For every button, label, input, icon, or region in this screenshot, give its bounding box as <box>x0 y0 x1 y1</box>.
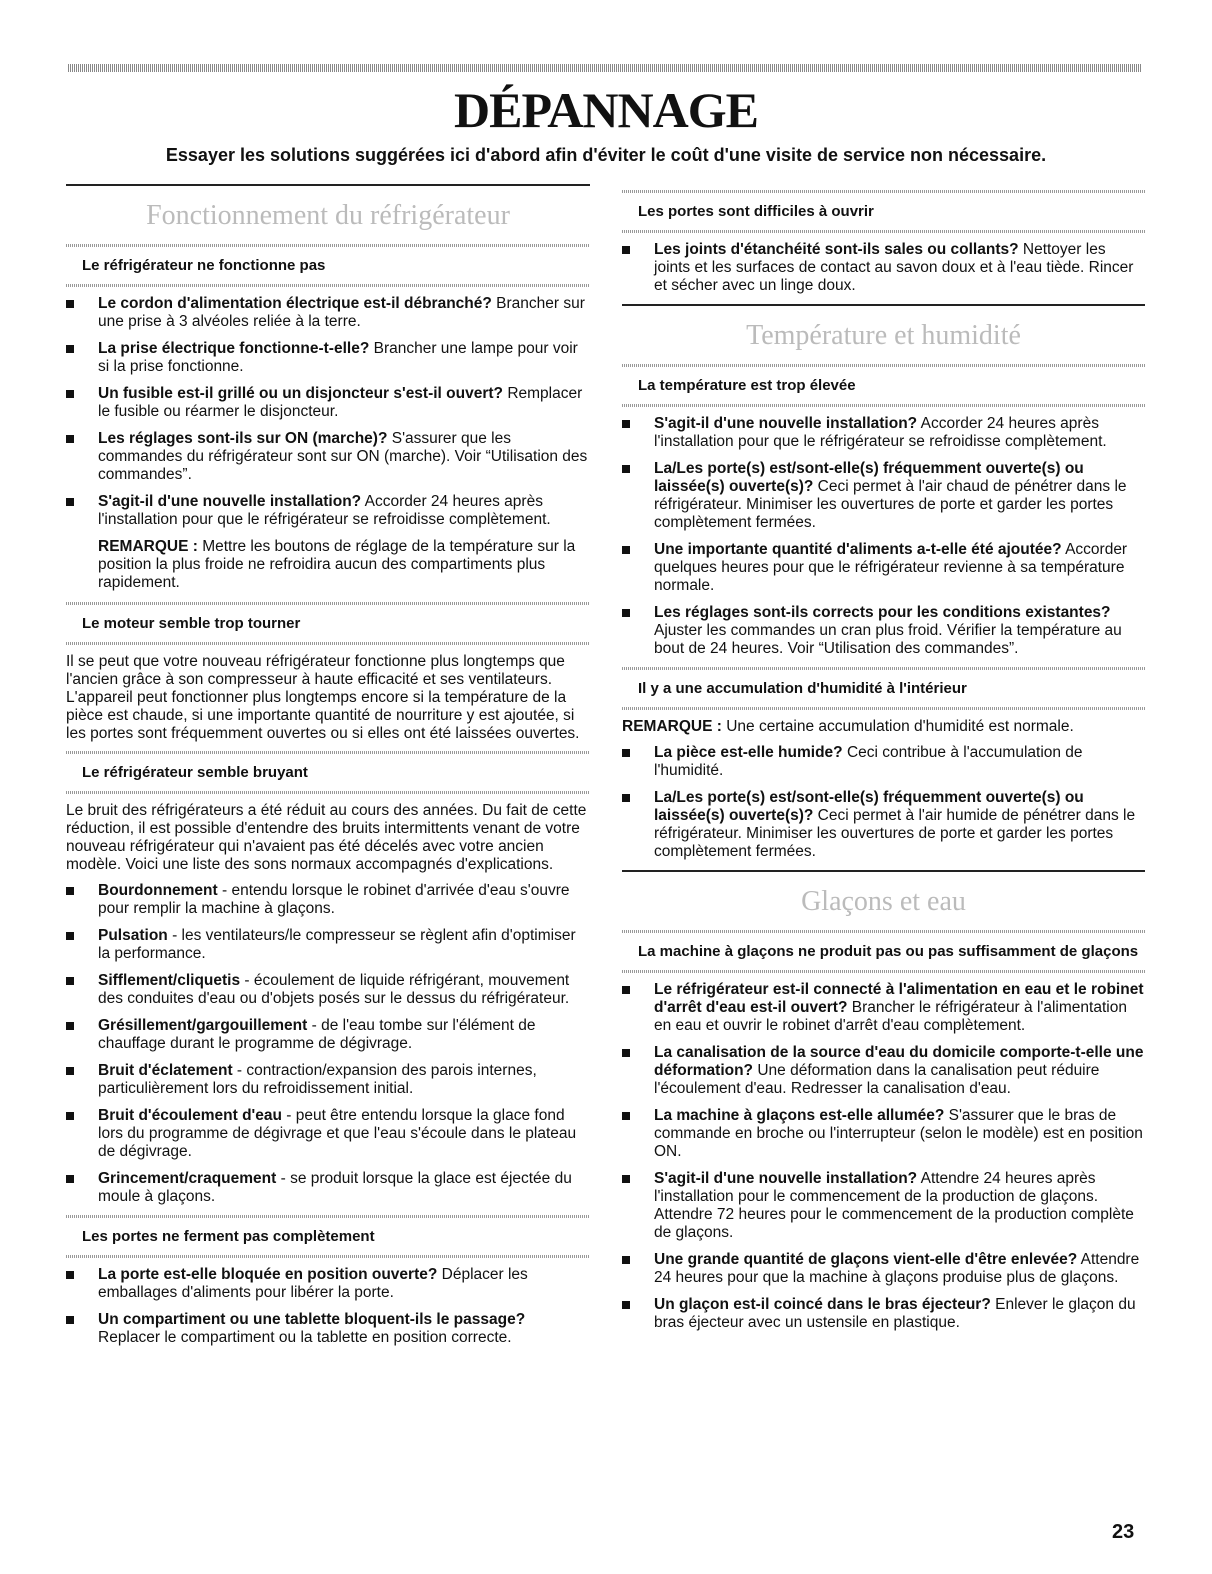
hatch-divider <box>622 364 1145 367</box>
list-item: Pulsation - les ventilateurs/le compresseur se règlent afin d'optimiser la performance. <box>66 927 590 963</box>
subsection-heading: La température est trop élevée <box>638 377 856 394</box>
list-item: Grincement/craquement - se produit lorsque la glace est éjectée du moule à glaçons. <box>66 1170 590 1206</box>
hatch-divider <box>66 751 590 754</box>
list-item: La/Les porte(s) est/sont-elle(s) fréquemment ouverte(s) ou laissée(s) ouverte(s)? Ceci permet à l'air humide de pénétrer dans le réfrigérateur. Minimiser les ouvertures de porte et garder les portes complètement fermées. <box>622 789 1145 861</box>
section-title-refrigerator-operation: Fonctionnement du réfrigérateur <box>146 200 510 231</box>
list-item: S'agit-il d'une nouvelle installation? Accorder 24 heures après l'installation pour que le réfrigérateur se refroidisse complètement. <box>622 415 1145 451</box>
list-item: Les réglages sont-ils corrects pour les conditions existantes? Ajuster les commandes un cran plus froid. Vérifier la température au bout de 24 heures. Voir “Utilisation des commandes”. <box>622 604 1145 658</box>
bullet-list <box>622 981 1145 1332</box>
list-item: S'agit-il d'une nouvelle installation? Attendre 24 heures après l'installation pour le commencement de la production de glaçons. Attendre 72 heures pour le commencement de la production complète de glaçons. <box>622 1170 1145 1242</box>
list-item: Un compartiment ou une tablette bloquent-ils le passage? Replacer le compartiment ou la tablette en position correcte. <box>66 1311 590 1347</box>
bullet-list <box>66 1266 590 1347</box>
list-item: La canalisation de la source d'eau du domicile comporte-t-elle une déformation? Une déformation dans la canalisation peut réduire l'écoulement d'eau. Redresser la canalisation d'eau. <box>622 1044 1145 1098</box>
hatch-divider <box>622 404 1145 407</box>
list-item: Un glaçon est-il coincé dans le bras éjecteur? Enlever le glaçon du bras éjecteur avec un ustensile en plastique. <box>622 1296 1145 1332</box>
section-title-temperature-humidity: Température et humidité <box>746 320 1021 351</box>
subsection-heading: La machine à glaçons ne produit pas ou pas suffisamment de glaçons <box>638 943 1139 960</box>
list-item: Grésillement/gargouillement - de l'eau tombe sur l'élément de chauffage durant le programme de dégivrage. <box>66 1017 590 1053</box>
top-hatch-bar <box>68 64 1142 72</box>
hatch-divider <box>622 667 1145 670</box>
note: REMARQUE : Une certaine accumulation d'humidité est normale. <box>622 718 1074 735</box>
subsection-heading: Les portes ne ferment pas complètement <box>82 1228 375 1245</box>
hatch-divider <box>66 602 590 605</box>
page-subtitle: Essayer les solutions suggérées ici d'abord afin d'éviter le coût d'une visite de service non nécessaire. <box>165 145 1047 165</box>
hatch-divider <box>622 230 1145 233</box>
list-item: Le cordon d'alimentation électrique est-il débranché? Brancher sur une prise à 3 alvéoles reliée à la terre. <box>66 295 590 331</box>
hatch-divider <box>622 970 1145 973</box>
list-item: Les joints d'étanchéité sont-ils sales ou collants? Nettoyer les joints et les surfaces de contact au savon doux et à l'eau tiède. Rincer et sécher avec un linge doux. <box>622 241 1145 295</box>
list-item: Bruit d'écoulement d'eau - peut être entendu lorsque la glace fond lors du programme de dégivrage et que l'eau s'écoule dans le plateau de dégivrage. <box>66 1107 590 1161</box>
list-item: La pièce est-elle humide? Ceci contribue à l'accumulation de l'humidité. <box>622 744 1145 780</box>
hatch-divider <box>66 642 590 645</box>
list-item: La machine à glaçons est-elle allumée? S'assurer que le bras de commande en broche ou l'interrupteur (selon le modèle) est en position ON. <box>622 1107 1145 1161</box>
section-rule <box>66 184 590 186</box>
section-rule <box>622 870 1145 872</box>
left-column <box>66 184 590 1356</box>
list-item: La porte est-elle bloquée en position ouverte? Déplacer les emballages d'aliments pour libérer la porte. <box>66 1266 590 1302</box>
list-item: Le réfrigérateur est-il connecté à l'alimentation en eau et le robinet d'arrêt d'eau est-il ouvert? Brancher le réfrigérateur à l'alimentation en eau et ouvrir le robinet d'arrêt d'eau complètement. <box>622 981 1145 1035</box>
hatch-divider <box>66 791 590 794</box>
list-item: Bourdonnement - entendu lorsque le robinet d'arrivée d'eau s'ouvre pour remplir la machine à glaçons. <box>66 882 590 918</box>
page-title: DÉPANNAGE <box>454 82 758 138</box>
list-item: Les réglages sont-ils sur ON (marche)? S'assurer que les commandes du réfrigérateur sont sur ON (marche). Voir “Utilisation des commandes”. <box>66 430 590 484</box>
hatch-divider <box>622 930 1145 933</box>
bullet-list <box>622 415 1145 658</box>
list-item: S'agit-il d'une nouvelle installation? Accorder 24 heures après l'installation pour que le réfrigérateur se refroidisse complètement. <box>66 493 590 529</box>
list-item: Bruit d'éclatement - contraction/expansion des parois internes, particulièrement lors du refroidissement initial. <box>66 1062 590 1098</box>
section-rule <box>622 304 1145 306</box>
list-item: La prise électrique fonctionne-t-elle? Brancher une lampe pour voir si la prise fonctionne. <box>66 340 590 376</box>
list-item: Une grande quantité de glaçons vient-elle d'être enlevée? Attendre 24 heures pour que la machine à glaçons produise plus de glaçons. <box>622 1251 1145 1287</box>
subsection-heading: Le réfrigérateur ne fonctionne pas <box>82 257 326 274</box>
paragraph: Il se peut que votre nouveau réfrigérateur fonctionne plus longtemps que l'ancien grâce à son compresseur à haute efficacité et ses ventilateurs. L'appareil peut fonctionner plus longtemps encore si la température de la pièce est chaude, si une importante quantité de nourriture y est ajoutée, si les portes sont fréquemment ouvertes ou si elles ont été laissées ouvertes. <box>66 653 580 742</box>
hatch-divider <box>66 244 590 247</box>
note: REMARQUE : Mettre les boutons de réglage de la température sur la position la plus froide ne refroidira aucun des compartiments plus rapidement. <box>98 538 576 591</box>
bullet-list <box>622 744 1145 861</box>
subsection-heading: Il y a une accumulation d'humidité à l'intérieur <box>638 680 967 697</box>
hatch-divider <box>622 190 1145 193</box>
paragraph: Le bruit des réfrigérateurs a été réduit au cours des années. Du fait de cette réduction, il est possible d'entendre des bruits intermittents venant de votre nouveau réfrigérateur qui n'avaient pas été décelés avec votre ancien modèle. Voici une liste des sons normaux accompagnés d'explications. <box>66 802 587 873</box>
subsection-heading: Le réfrigérateur semble bruyant <box>82 764 308 781</box>
subsection-heading: Les portes sont difficiles à ouvrir <box>638 203 874 220</box>
hatch-divider <box>66 1215 590 1218</box>
hatch-divider <box>66 1255 590 1258</box>
bullet-list <box>622 241 1145 295</box>
hatch-divider <box>622 707 1145 710</box>
subsection-heading: Le moteur semble trop tourner <box>82 615 301 632</box>
bullet-list <box>66 882 590 1206</box>
bullet-list <box>66 295 590 529</box>
section-title-ice-water: Glaçons et eau <box>801 886 966 917</box>
hatch-divider <box>66 284 590 287</box>
list-item: La/Les porte(s) est/sont-elle(s) fréquemment ouverte(s) ou laissée(s) ouverte(s)? Ceci permet à l'air chaud de pénétrer dans le réfrigérateur. Minimiser les ouvertures de porte et garder les portes complètement fermées. <box>622 460 1145 532</box>
list-item: Un fusible est-il grillé ou un disjoncteur s'est-il ouvert? Remplacer le fusible ou réarmer le disjoncteur. <box>66 385 590 421</box>
list-item: Une importante quantité d'aliments a-t-elle été ajoutée? Accorder quelques heures pour que le réfrigérateur revienne à sa température normale. <box>622 541 1145 595</box>
right-column <box>622 184 1145 1341</box>
list-item: Sifflement/cliquetis - écoulement de liquide réfrigérant, mouvement des conduites d'eau ou d'objets posés sur le dessus du réfrigérateur. <box>66 972 590 1008</box>
page-number: 23 <box>1112 1521 1135 1543</box>
